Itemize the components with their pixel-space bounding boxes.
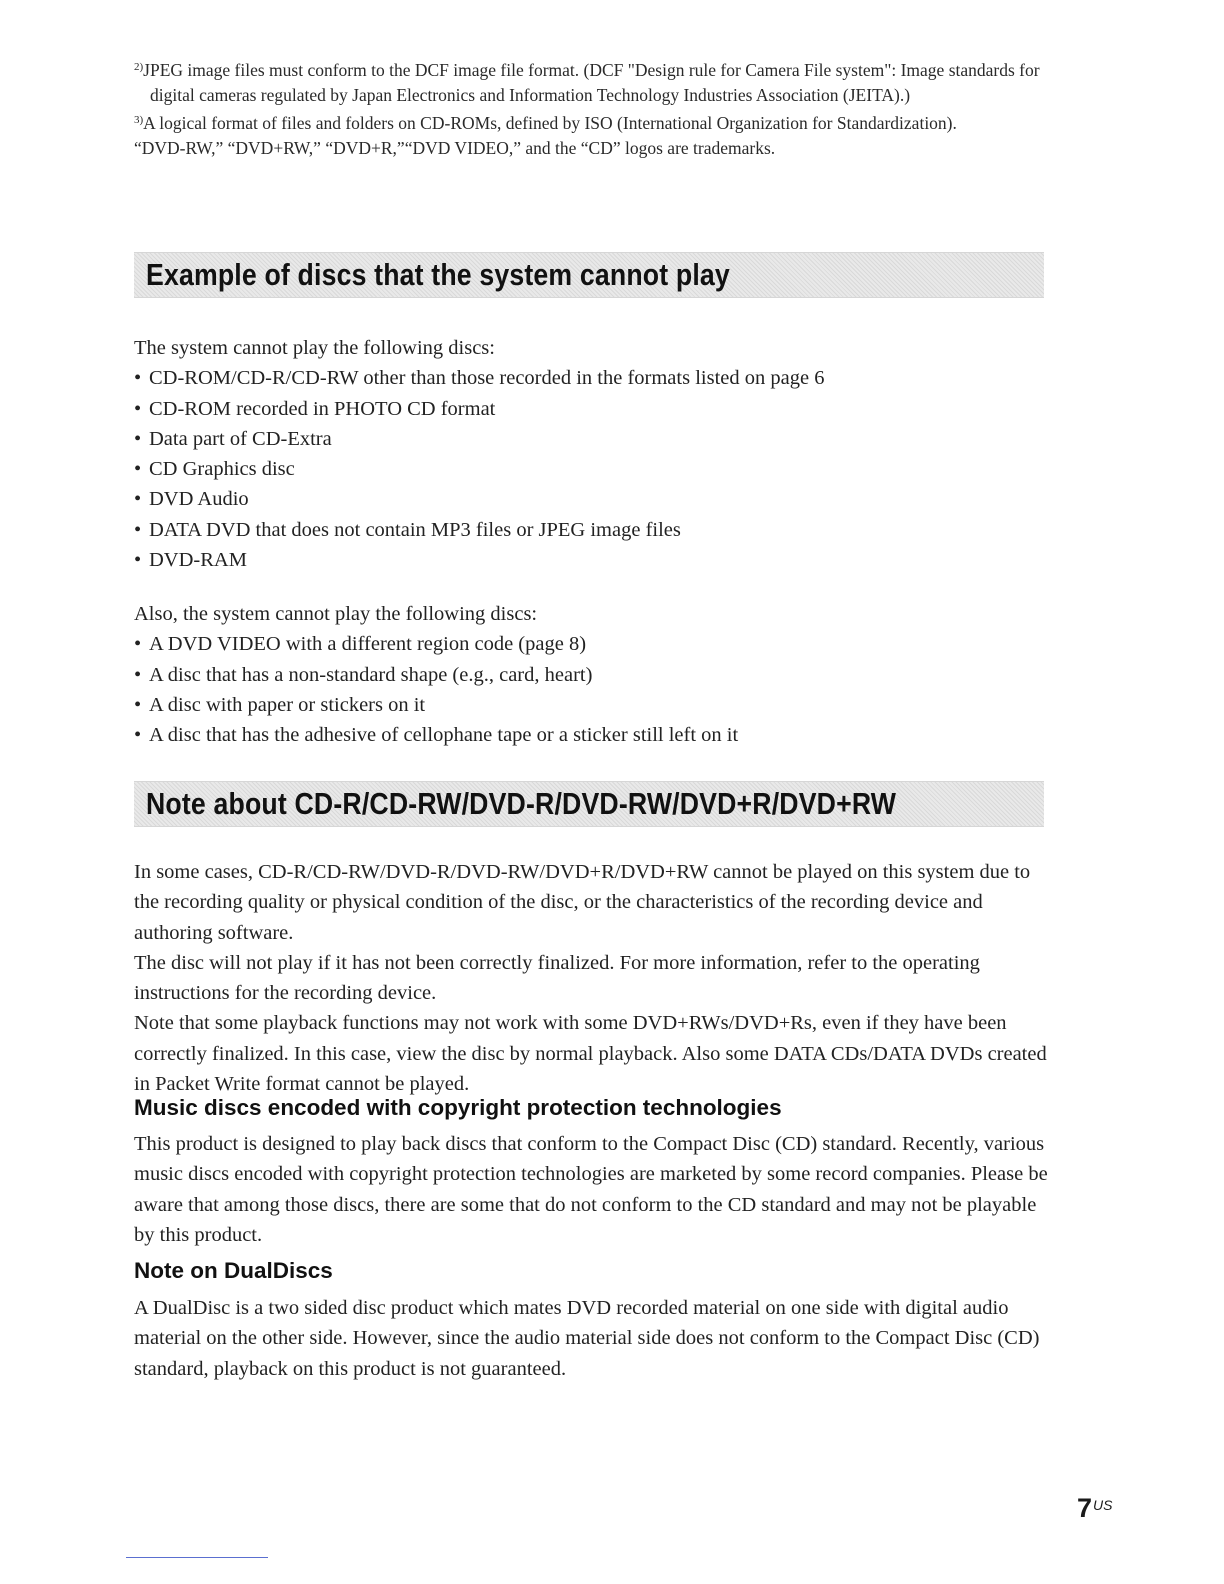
- section-banner-recordable-discs: [134, 781, 1044, 827]
- page-number-suffix: US: [1093, 1497, 1113, 1513]
- cannot-play-items: [134, 363, 1054, 575]
- recordable-discs-body: [134, 857, 1054, 1099]
- music-discs-body: [134, 1129, 1054, 1250]
- section-title-cannot-play: Example of discs that the system cannot play: [146, 257, 730, 292]
- footnote-3: [134, 108, 1054, 136]
- music-discs-heading: Music discs encoded with copyright protection technologies: [134, 1095, 782, 1120]
- list-item: • CD-ROM/CD-R/CD-RW other than those recorded in the formats listed on page 6: [134, 363, 1054, 393]
- dualdisc-heading: Note on DualDiscs: [134, 1258, 333, 1283]
- list-item: • A DVD VIDEO with a different region code (page 8): [134, 629, 1054, 659]
- cannot-play-intro: The system cannot play the following discs:: [134, 337, 495, 359]
- section-title-recordable-discs: Note about CD-R/CD-RW/DVD-R/DVD-RW/DVD+R/DVD+RW: [146, 786, 897, 821]
- also-cannot-play-list: [134, 599, 1054, 750]
- paragraph: The disc will not play if it has not been correctly finalized. For more information, refer to the operating instructions for the recording device.: [134, 951, 980, 1005]
- paragraph: This product is designed to play back discs that conform to the Compact Disc (CD) standard. Recently, various music discs encoded with copyright protection technologies are marketed by some record companies. Please be aware that among those discs, there are some that do not conform to the CD standard and may not be playable by this product.: [134, 1133, 1048, 1246]
- list-item: • Data part of CD-Extra: [134, 424, 1054, 454]
- footnotes: [134, 55, 1054, 161]
- list-item: • A disc that has a non-standard shape (e.g., card, heart): [134, 660, 1054, 690]
- list-item: • DVD Audio: [134, 484, 1054, 514]
- cannot-play-list: [134, 333, 1054, 575]
- also-cannot-play-intro: Also, the system cannot play the following discs:: [134, 603, 538, 625]
- list-item: • A disc that has the adhesive of cellophane tape or a sticker still left on it: [134, 720, 1054, 750]
- page-number: [1077, 1493, 1112, 1524]
- dualdisc-body: [134, 1293, 1054, 1384]
- page-number-value: 7: [1077, 1493, 1093, 1523]
- trademark-notice: “DVD-RW,” “DVD+RW,” “DVD+R,”“DVD VIDEO,” and the “CD” logos are trademarks.: [134, 138, 776, 158]
- list-item: • DVD-RAM: [134, 545, 1054, 575]
- list-item: • CD-ROM recorded in PHOTO CD format: [134, 394, 1054, 424]
- paragraph: In some cases, CD-R/CD-RW/DVD-R/DVD-RW/DVD+R/DVD+RW cannot be played on this system due to the recording quality or physical condition of the disc, or the characteristics of the recording device and authoring software.: [134, 861, 1031, 944]
- list-item: • CD Graphics disc: [134, 454, 1054, 484]
- footer-divider: [126, 1557, 268, 1558]
- also-cannot-play-items: [134, 629, 1054, 750]
- footnote-2: [134, 55, 1054, 108]
- footnote-3-text: A logical format of files and folders on CD-ROMs, defined by ISO (International Organization for Standardization).: [143, 113, 957, 133]
- list-item: • A disc with paper or stickers on it: [134, 690, 1054, 720]
- footnote-2-text: JPEG image files must conform to the DCF image file format. (DCF "Design rule for Camera File system": Image standards for digital cameras regulated by Japan Electronics and Information Technology Industries Association (JEITA).): [143, 60, 1040, 105]
- section-banner-cannot-play: [134, 252, 1044, 298]
- footnote-3-marker: 3): [134, 114, 144, 126]
- paragraph: Note that some playback functions may not work with some DVD+RWs/DVD+Rs, even if they have been correctly finalized. In this case, view the disc by normal playback. Also some DATA CDs/DATA DVDs created in Packet Write format cannot be played.: [134, 1012, 1047, 1096]
- list-item: • DATA DVD that does not contain MP3 files or JPEG image files: [134, 515, 1054, 545]
- footnote-2-marker: 2): [134, 61, 144, 73]
- paragraph: A DualDisc is a two sided disc product which mates DVD recorded material on one side with digital audio material on the other side. However, since the audio material side does not conform to the Compact Disc (CD) standard, playback on this product is not guaranteed.: [134, 1297, 1040, 1380]
